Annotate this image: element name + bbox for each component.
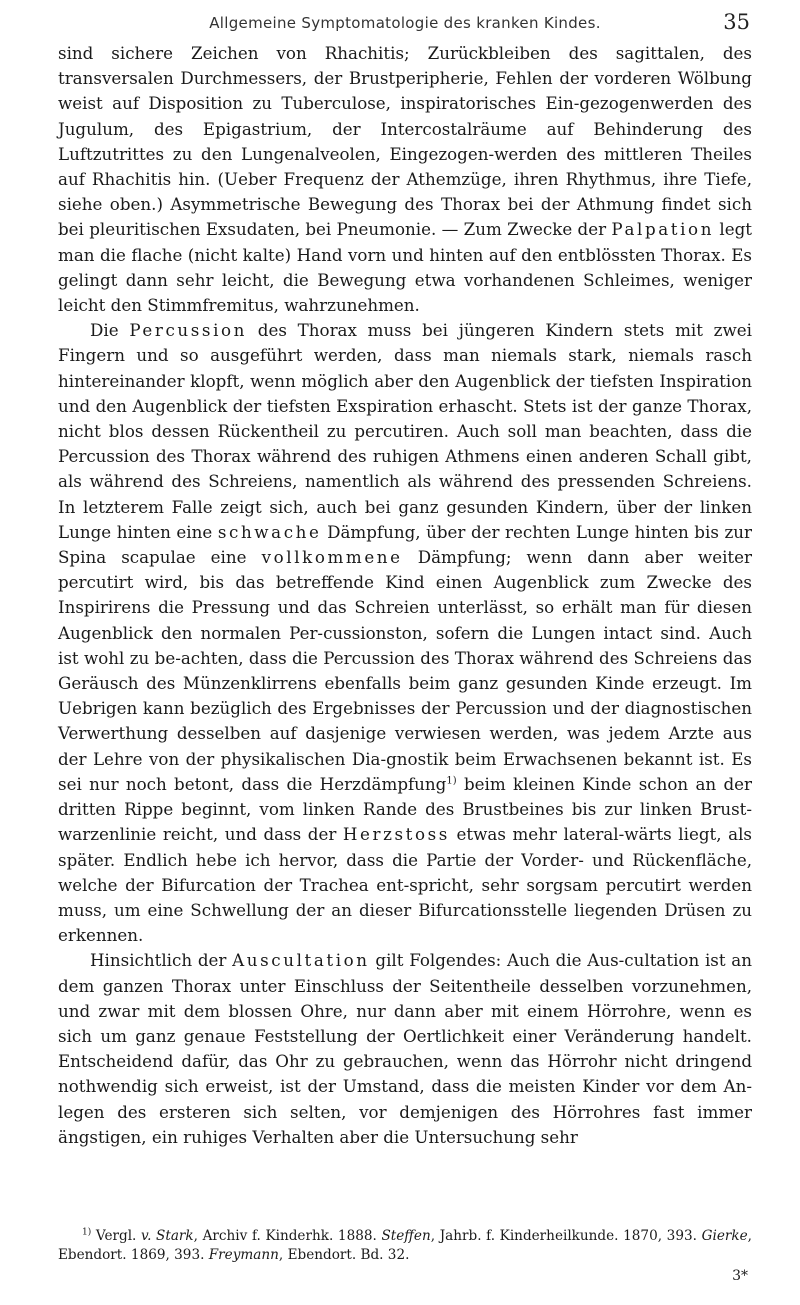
page-header <box>60 10 750 44</box>
printer-signature: 3* <box>732 1268 748 1284</box>
footnote-author: Freymann <box>208 1247 279 1263</box>
paragraph-1: sind sichere Zeichen von Rhachitis; Zurückbleiben des sagittalen, des transversalen Durchmessers, der Brustperipherie, Fehlen der vorderen Wölbung weist auf Disposition zu Tuberculose, inspiratorisches Ein-gezogenwerden des Jugulum, des Epigastrium, der Intercostalräume auf Behinderung des Luftzutrittes zu den Lungenalveolen, Eingezogen-werden des mittleren Theiles auf Rhachitis hin. (Ueber Frequenz der Athemzüge, ihren Rhythmus, ihre Tiefe, siehe oben.) Asymmetrische Bewegung des Thorax bei der Athmung findet sich bei pleuritischen Exsudaten, bei Pneumonie. — Zum Zwecke der Palpation legt man die flache (nicht kalte) Hand vorn und hinten auf den entblössten Thorax. Es gelingt dann sehr leicht, die Bewegung etwa vorhandenen Schleimes, weniger leicht den Stimmfremitus, wahrzunehmen. <box>58 43 752 316</box>
footnote-1: $^{1)}$ Vergl. v. Stark, Archiv f. Kinderhk. 1888. Steffen, Jahrb. f. Kinderheilkunde. 1870, 393. Gierke, Ebendort. 1869, 393. Freymann, Ebendort. Bd. 32. <box>58 1227 752 1263</box>
emphasis-schwache: schwache <box>217 521 322 542</box>
footnote-author: Steffen <box>381 1228 431 1244</box>
paragraph-percussion: Die Percussion des Thorax muss bei jüngeren Kindern stets mit zwei Fingern und so ausgeführt werden, dass man niemals stark, niemals rasch hintereinander klopft, wenn möglich aber den Augenblick der tiefsten Inspiration und den Augenblick der tiefsten Exspiration erhascht. Stets ist der ganze Thorax, nicht blos dessen Rückentheil zu percutiren. Auch soll man beachten, dass die Percussion des Thorax während des ruhigen Athmens einen anderen Schall gibt, als während des Schreiens, namentlich als während des pressenden Schreiens. In letzterem Falle zeigt sich, auch bei ganz gesunden Kindern, über der linken Lunge hinten eine schwache Dämpfung, über der rechten Lunge hinten bis zur Spina scapulae eine vollkommene Dämpfung; wenn dann aber weiter percutirt wird, bis das betreffende Kind einen Augenblick zum Zwecke des Inspirirens die Pressung und das Schreien unterlässt, so erhält man für diesen Augenblick den normalen Per-cussionston, sofern die Lungen intact sind. Auch ist wohl zu be-achten, dass die Percussion des Thorax während des Schreiens das Geräusch des Münzenklirrens ebenfalls beim ganz gesunden Kinde erzeugt. Im Uebrigen kann bezüglich des Ergebnisses der Percussion und der diagnostischen Verwerthung desselben auf dasjenige verwiesen werden, was jedem Arzte aus der Lehre von der physikalischen Dia-gnostik beim Erwachsenen bekannt ist. Es sei nur noch betont, dass die Herzdämpfung$^{1)}$ beim kleinen Kinde schon an der dritten Rippe beginnt, vom linken Rande des Brustbeines bis zur linken Brust-warzenlinie reicht, und dass der Herzstoss etwas mehr lateral-wärts liegt, als später. Endlich hebe ich hervor, dass die Partie der Vorder- und Rückenfläche, welche der Bifurcation der Trachea ent-spricht, sehr sorgsam percutirt werden muss, um eine Schwellung der an dieser Bifurcationsstelle liegenden Drüsen zu erkennen. <box>58 320 752 946</box>
running-head: Allgemeine Symptomatologie des kranken Kindes. <box>209 14 601 32</box>
emphasis-palpation: Palpation <box>611 219 715 240</box>
footnotes <box>58 1227 752 1265</box>
paragraph-auscultation: Hinsichtlich der Auscultation gilt Folgendes: Auch die Aus-cultation ist an dem ganzen Thorax unter Einschluss der Seitentheile desselben vorzunehmen, und zwar mit dem blossen Ohre, nur dann aber mit einem Hörrohre, wenn es sich um ganz genaue Feststellung der Oertlichkeit einer Veränderung handelt. Entscheidend dafür, das Ohr zu gebrauchen, wenn das Hörrohr nicht dringend nothwendig sich erweist, ist der Umstand, dass die meisten Kinder vor dem An-legen des ersteren sich selten, vor demjenigen des Hörrohres fast immer ängstigen, ein ruhiges Verhalten aber die Untersuchung sehr <box>58 950 752 1147</box>
emphasis-vollkommene: vollkommene <box>261 547 403 568</box>
footnote-author: Gierke <box>701 1228 748 1244</box>
page-number: 35 <box>723 10 750 34</box>
emphasis-herzstoss: Herzstoss <box>342 824 450 845</box>
footnote-marker: 1) <box>82 1227 92 1238</box>
body-text <box>58 41 752 1150</box>
footnote-author: v. Stark <box>141 1228 194 1244</box>
emphasis-auscultation: Auscultation <box>232 950 370 971</box>
emphasis-percussion: Percussion <box>129 320 248 341</box>
footnote-reference[interactable]: 1) <box>446 775 457 787</box>
